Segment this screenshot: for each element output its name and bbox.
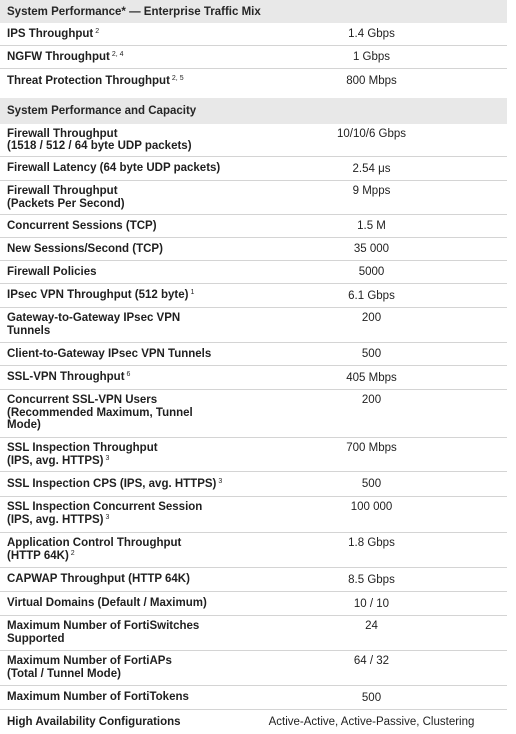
table-row bbox=[0, 616, 507, 651]
row-label: NGFW Throughput $^{2, 4}$ bbox=[7, 50, 124, 63]
row-value: 5000 bbox=[358, 266, 385, 278]
row-value: 100 000 bbox=[350, 501, 393, 513]
table-row bbox=[0, 23, 507, 46]
row-value: 1.8 Gbps bbox=[348, 537, 395, 549]
row-value: 35 000 bbox=[353, 243, 390, 255]
table-row bbox=[0, 472, 507, 497]
row-value: 700 Mbps bbox=[346, 442, 397, 454]
row-label: Client-to-Gateway IPsec VPN Tunnels bbox=[7, 347, 212, 360]
table-row bbox=[0, 215, 507, 238]
row-label: Gateway-to-Gateway IPsec VPN Tunnels bbox=[7, 312, 181, 337]
row-label: Maximum Number of FortiAPs (Total / Tunnel Mode) bbox=[7, 655, 172, 680]
row-value: 200 bbox=[361, 312, 382, 324]
row-label: Concurrent Sessions (TCP) bbox=[7, 219, 157, 232]
row-label: Concurrent SSL-VPN Users (Recommended Maximum, Tunnel Mode) bbox=[7, 394, 193, 431]
table-row bbox=[0, 710, 507, 734]
row-label: SSL Inspection Throughput (IPS, avg. HTTPS) $^3$ bbox=[7, 442, 158, 467]
section-header bbox=[0, 0, 507, 23]
row-label: Maximum Number of FortiSwitches Supported bbox=[7, 620, 200, 645]
row-label: Virtual Domains (Default / Maximum) bbox=[7, 597, 207, 610]
table-row bbox=[0, 592, 507, 616]
row-value: 1.5 M bbox=[357, 220, 386, 232]
row-value: 8.5 Gbps bbox=[348, 573, 395, 586]
row-label: IPS Throughput $^2$ bbox=[7, 27, 100, 40]
row-label: Firewall Latency (64 byte UDP packets) bbox=[7, 162, 221, 175]
section-title: System Performance and Capacity bbox=[7, 105, 197, 117]
row-label: SSL Inspection CPS (IPS, avg. HTTPS) $^3$ bbox=[7, 477, 223, 490]
row-value: Active-Active, Active-Passive, Clustering bbox=[268, 716, 475, 728]
table-row bbox=[0, 343, 507, 366]
table-row bbox=[0, 238, 507, 261]
table-row bbox=[0, 686, 507, 710]
row-label: Firewall Throughput (Packets Per Second) bbox=[7, 185, 125, 210]
table-row bbox=[0, 651, 507, 686]
table-row bbox=[0, 438, 507, 472]
table-row bbox=[0, 533, 507, 568]
row-value: 500 bbox=[361, 478, 382, 490]
row-value: 500 bbox=[361, 348, 382, 360]
table-row bbox=[0, 46, 507, 69]
row-label: New Sessions/Second (TCP) bbox=[7, 242, 163, 255]
row-value: 6.1 Gbps bbox=[348, 289, 395, 302]
table-row bbox=[0, 390, 507, 438]
table-row bbox=[0, 366, 507, 390]
row-value: 500 bbox=[361, 691, 382, 704]
row-value: 1.4 Gbps bbox=[348, 28, 395, 40]
row-value: 9 Mpps bbox=[352, 185, 391, 197]
table-row bbox=[0, 497, 507, 533]
row-label: IPsec VPN Throughput (512 byte) $^1$ bbox=[7, 289, 195, 302]
row-label: High Availability Configurations bbox=[7, 715, 181, 728]
row-label: SSL-VPN Throughput $^6$ bbox=[7, 371, 131, 384]
row-value: 200 bbox=[361, 394, 382, 406]
row-label: Maximum Number of FortiTokens bbox=[7, 691, 189, 704]
row-value: 1 Gbps bbox=[352, 51, 391, 63]
table-row bbox=[0, 261, 507, 284]
row-label: Firewall Throughput (1518 / 512 / 64 byte UDP packets) bbox=[7, 127, 192, 152]
section-title: System Performance* — Enterprise Traffic Mix bbox=[7, 5, 261, 18]
table-row bbox=[0, 124, 507, 157]
row-label: Threat Protection Throughput $^{2, 5}$ bbox=[7, 74, 184, 87]
table-row bbox=[0, 181, 507, 215]
row-value: 24 bbox=[365, 620, 378, 632]
section-header bbox=[0, 98, 507, 124]
row-label: SSL Inspection Concurrent Session (IPS, avg. HTTPS) $^3$ bbox=[7, 501, 203, 526]
table-row bbox=[0, 284, 507, 308]
row-value: 64 / 32 bbox=[353, 655, 390, 667]
row-value: 10/10/6 Gbps bbox=[336, 128, 407, 140]
table-row bbox=[0, 69, 507, 93]
row-label: Application Control Throughput (HTTP 64K) $^2$ bbox=[7, 537, 182, 562]
row-label: CAPWAP Throughput (HTTP 64K) bbox=[7, 573, 190, 586]
table-row bbox=[0, 308, 507, 343]
table-row bbox=[0, 157, 507, 181]
table-row bbox=[0, 568, 507, 592]
row-value: 10 / 10 bbox=[353, 597, 390, 610]
row-label: Firewall Policies bbox=[7, 265, 97, 278]
row-value: 800 Mbps bbox=[346, 75, 397, 87]
row-value: 2.54 μs bbox=[352, 162, 391, 175]
row-value: 405 Mbps bbox=[346, 371, 397, 384]
